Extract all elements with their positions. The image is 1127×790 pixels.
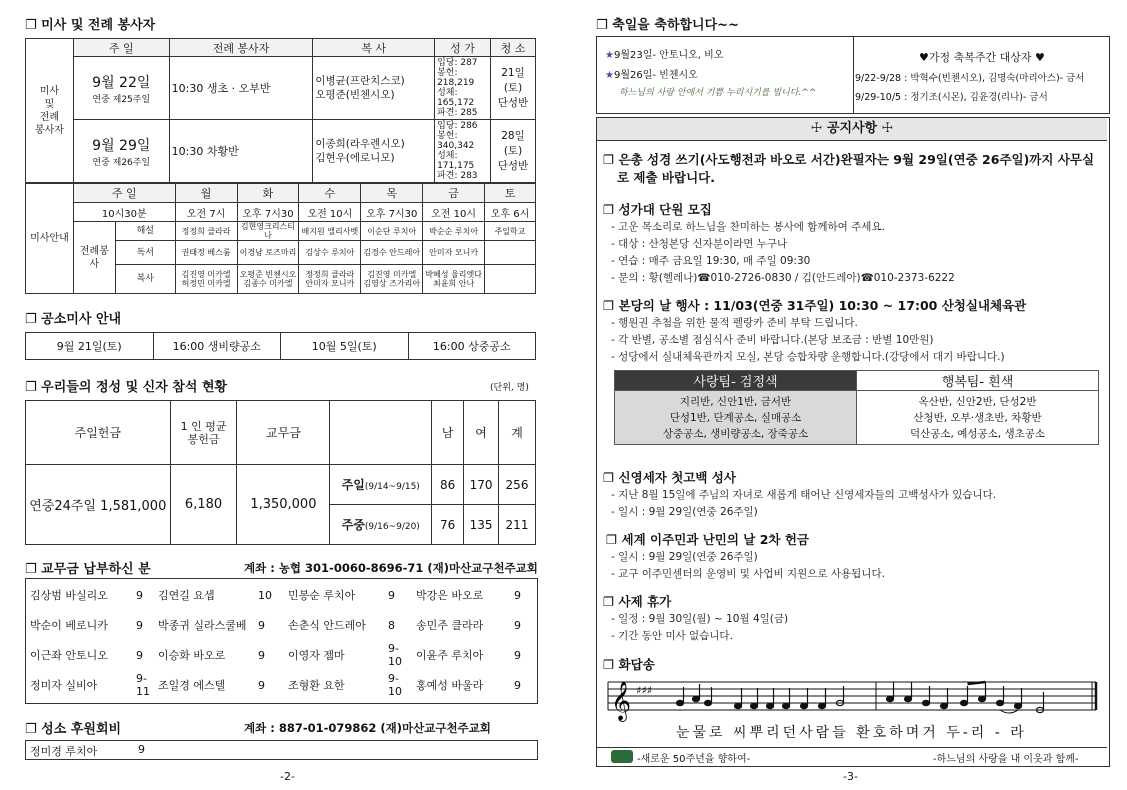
family-item: 9/22-9/28 : 박혁수(빈첸시오), 김명숙(마리아스)- 금서 [855,73,1085,84]
star-icon: ★ [605,70,614,81]
page-number-left: -2- [280,770,295,783]
table-row: 독서 권태정 베스룸 이경남 로즈마리 김상수 루치아 김경수 안드레아 안미자 모니카 [26,241,536,265]
offering-section-title: ❐ 우리들의 정성 및 신자 참석 현황 [25,380,228,395]
col-header: 청 소 [491,39,536,57]
mass-section-title: ❐ 미사 및 전례 봉사자 [25,18,156,33]
day-header: 수 [299,184,361,203]
day-header: 토 [485,184,536,203]
day-header: 금 [423,184,485,203]
notice-line: - 성당에서 실내체육관까지 모실, 본당 승합차량 운행합니다.(강당에서 대기 바랍니다.) [611,351,1005,363]
svg-text:𝄞: 𝄞 [611,681,632,721]
col-header: 성 가 [435,39,491,57]
donors-section-title: ❐ 성소 후원회비 [25,722,122,737]
times-row: 10시30분 오전 7시 오후 7시30 오전 10시 오후 7시30 오전 10시 오후 6시 [26,203,536,222]
table-row: 주중(9/16~9/20) 76 135 211 [26,505,536,545]
day-header: 목 [361,184,423,203]
col-header: 주 일 [73,39,169,57]
mass-side-label: 미사 및 전례 봉사자 [26,39,74,183]
table-row: 지리반, 신안1반, 금서반 단성1반, 단계공소, 실매공소 상중공소, 생비량공소, 장죽공소 옥산반, 신안2반, 단성2반 산청반, 오부·생초반, 차황반 덕산공소, 예성공소, 생초공소 [615,391,1099,445]
notice-line: - 일시 : 9월 29일(연중 26주일) [611,506,758,518]
weekly-mass-table [25,183,536,294]
table-row: 이근좌 안토니오 9 이승화 바오로 9 이영자 젬마 9-10 이윤주 루치아 9 [30,642,521,668]
music-staff [606,674,1102,722]
table-row: 9월 29일 연중 제26주일 10:30 차황반 이종희(라우렌시오) 김현우(에로니모) 입당: 286 봉헌: 340,342 성체: 171,175 파견: 283 28일(토) 단성반 [26,120,536,183]
star-icon: ★ [605,50,614,61]
gongso-table [25,332,536,360]
donors-account: 계좌 : 887-01-079862 (재)마산교구천주교회 [244,721,491,735]
notice-line: - 기간 동안 미사 없습니다. [611,630,733,642]
notice-heading: ❐ 화답송 [603,657,655,672]
notice-line: - 문의 : 황(헬레나)☎010-2726-0830 / 김(안드레아)☎010-2373-6222 [611,272,955,284]
gongso-section-title: ❐ 공소미사 안내 [25,312,122,327]
notice-line: - 일정 : 9월 30일(월) ~ 10월 4일(금) [611,613,789,625]
table-row: 정미자 실비아 9-11 조일경 에스텔 9 조형환 요한 9-10 홍예성 바울라 9 [30,672,521,698]
team-table: 사랑팀- 검정색 행복팀- 흰색 지리반, 신안1반, 금서반 단성1반, 단계공소, 실매공소 상중공소, 생비량공소, 장죽공소 옥산반, 신안2반, 단성2반 산청반, 오부·생초반, 차황반 덕산공소, 예성공소, 생초공소 [614,370,1099,445]
notice-line: - 고운 목소리로 하느님을 찬미하는 봉사에 함께하여 주세요. [611,221,885,233]
col-header: 복 사 [313,39,435,57]
notice-title: ☩ 공지사항 ☩ [597,118,1107,141]
notice-heading: ❐ 신영세자 첫고백 성사 [603,470,736,485]
notice-heading: ❐ 본당의 날 행사 : 11/03(연중 31주일) 10:30 ~ 17:00 산청실내체육관 [603,298,1027,313]
day-header: 주 일 [73,184,175,203]
table-row: 박순이 베로니카 9 박종귀 실라스쿨베 9 손춘식 안드레아 8 송민주 클라라 9 [30,618,521,632]
family-item: 9/29-10/5 : 정기조(시몬), 김윤경(리나)- 금서 [855,92,1048,103]
celebrate-box [596,36,1110,114]
table-row: 연중24주일 1,581,000 6,180 1,350,000 주일(9/14~9/15) 86 170 256 [26,465,536,505]
table-row: 9월 21일(토) 16:00 생비량공소 10월 5일(토) 16:00 상중공소 [26,333,536,360]
notice-heading: ❐ 세계 이주민과 난민의 날 2차 헌금 [606,532,809,547]
notice-line: - 교구 이주민센터의 운영비 및 사업비 지원으로 사용됩니다. [611,568,885,580]
payers-account: 계좌 : 농협 301-0060-8696-71 (재)마산교구천주교회 [244,561,538,575]
table-row: 9월 22일 연중 제25주일 10:30 생초 · 오부반 이병균(프란치스코) 오평준(빈첸시오) 입당: 287 봉헌: 218,219 성체: 165,172 파견: 285 21일(토) 단성반 [26,57,536,120]
col-header: 전례 봉사자 [169,39,313,57]
table-row: 복사 김진영 미카엘 허정민 미카엘 오평준 빈첸시오 김종수 미카엘 정정희 클라라 안미자 모니카 김진영 미카엘 김영상 즈가리아 박혜성 율리엣다 최윤희 안나 [26,265,536,294]
notice-line: - 대상 : 산청본당 신자분이라면 누구나 [611,238,788,250]
page-number-right: -3- [843,770,858,783]
feast-item: ★9월23일- 안토니오, 비오 [605,50,724,61]
family-title: ♥가정 축복주간 대상자 ♥ [919,51,1045,64]
payers-box [25,578,538,704]
donors-box: 정미경 루치아 9 [25,740,538,760]
day-header: 월 [175,184,237,203]
celebrate-section-title: ❐ 축일을 축하합니다~~ [596,18,739,33]
notice-line: - 행원권 추첨을 위한 물적 펠랑카 준비 부탁 드립니다. [611,317,858,329]
notice-line: - 지난 8월 15일에 주님의 자녀로 새롭게 태어난 신영세자들의 고백성사가 있습니다. [611,489,997,501]
notice-footer: -새로운 50주년을 향하여- -하느님의 사랑을 내 이웃과 함께- [597,747,1107,765]
notice-heading-cont: 로 제출 바랍니다. [617,170,715,185]
table-row: 전례봉사 해설 정정희 클라라 김현영크리스티나 배지원 엘리사벳 이순단 루치아 박순순 루치아 주일학교 [26,222,536,241]
offering-table: 주일헌금 1 인 평균 봉헌금 교무금 남 여 계 연중24주일 1,581,000 6,180 1,350,000 주일(9/14~9/15) 86 170 256 주중(9/16~9/20) 76 135 211 [25,400,536,545]
feast-item: ★9월26일- 빈첸시오 [605,70,698,81]
mass-table [25,38,536,183]
notice-heading: ❐ 성가대 단원 모집 [603,202,712,217]
notice-line: - 각 반별, 공소별 점심식사 준비 바랍니다.(본당 보조금 : 반별 10만원) [611,334,934,346]
day-header: 화 [237,184,299,203]
table-row: 김상범 바실리오 9 김연길 요셉 10 민봉순 루치아 9 박강은 바오로 9 [30,588,521,602]
payers-grid [26,580,537,700]
logo-icon [611,750,633,763]
notice-heading: ❐ 은총 성경 쓰기(사도행전과 바오로 서간)완필자는 9월 29일(연중 26주일)까지 사무실 [603,152,1095,167]
offering-unit: (단위, 명) [490,383,529,393]
svg-text:♯♯♯: ♯♯♯ [636,684,652,697]
song-lyrics: 눈물로 씨뿌리던사람들 환호하며거 두-리 - 라 [676,725,1027,741]
notice-line: - 연습 : 매주 금요일 19:30, 매 주일 09:30 [611,255,811,267]
notice-heading: ❐ 사제 휴가 [603,594,672,609]
notice-line: - 일시 : 9월 29일(연중 26주일) [611,551,758,563]
weekly-side-label: 미사안내 [26,184,74,294]
blessing-text: 하느님의 사랑 안에서 기쁨 누리시기를 빕니다.^^ [619,88,817,98]
payers-section-title: ❐ 교무금 납부하신 분 [25,562,151,577]
